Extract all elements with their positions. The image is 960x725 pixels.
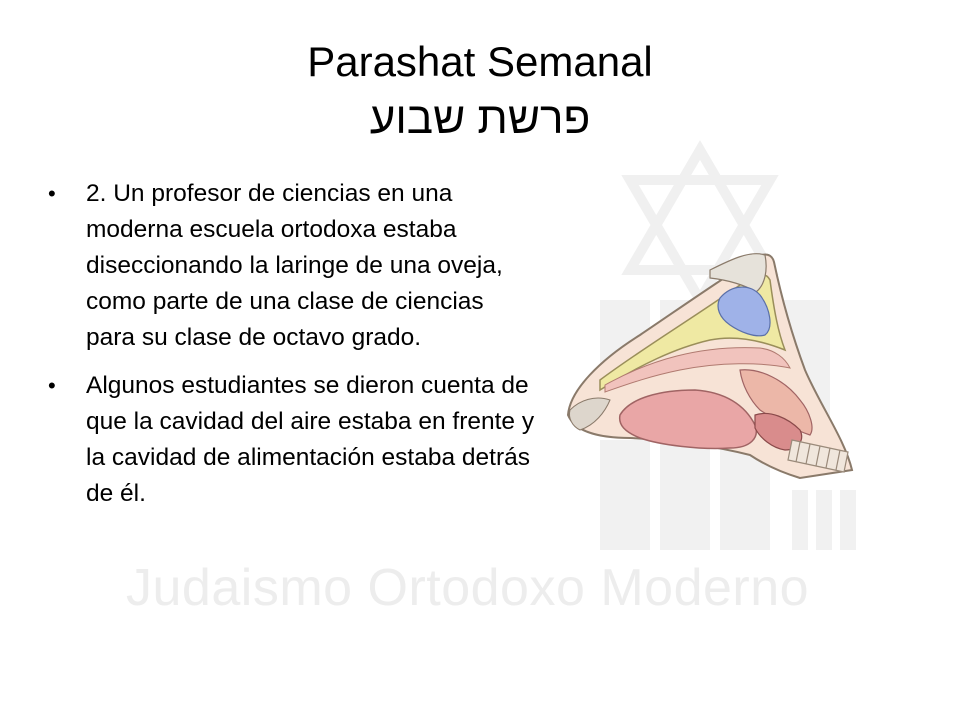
bullet-item <box>48 176 538 356</box>
bullet-marker: • <box>48 373 56 398</box>
watermark-text: Judaismo Ortodoxo Moderno <box>126 559 810 617</box>
bullet-item <box>48 368 538 512</box>
bullet-text: Algunos estudiantes se dieron cuenta de que la cavidad del aire estaba en frente y la cavidad de alimentación estaba detrás de él. <box>86 372 535 507</box>
bullet-list <box>48 176 538 524</box>
slide-subtitle-hebrew: פרשת שבוע <box>369 94 591 143</box>
slide-title: Parashat Semanal <box>307 38 653 85</box>
anatomy-figure <box>560 240 860 490</box>
bullet-marker: • <box>48 181 56 206</box>
bullet-text: 2. Un profesor de ciencias en una moderna escuela ortodoxa estaba diseccionando la laringe de una oveja, como parte de una clase de ciencias para su clase de octavo grado. <box>86 180 503 351</box>
sheep-larynx-diagram-icon <box>560 240 860 490</box>
